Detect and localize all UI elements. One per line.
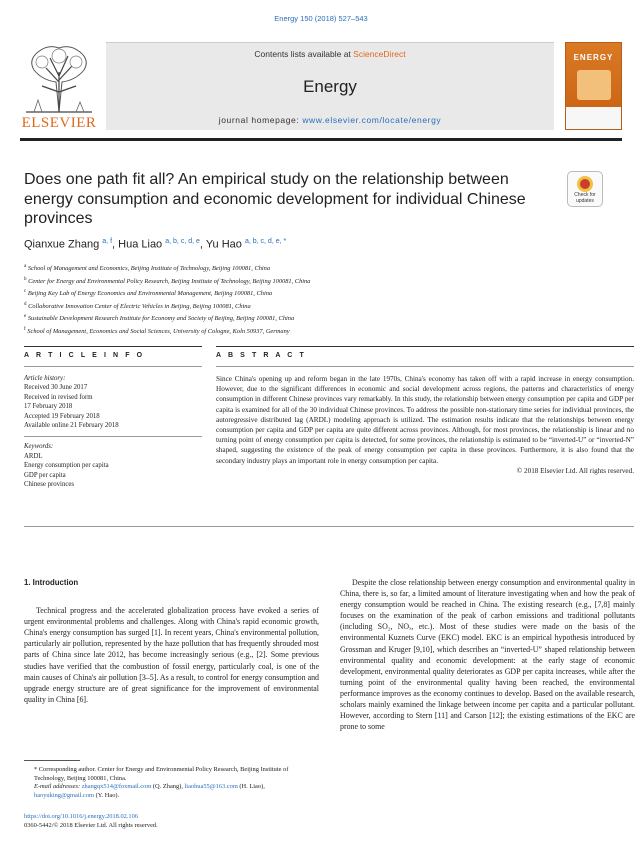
author-affil-marks[interactable]: a, b, c, d, e — [165, 238, 200, 245]
body-paragraph: Despite the close relationship between energy consumption and environmental quality in China, there is, so far, a limited amount of literature investigating when and how the peak of energy consumption would be reached in China. The existing research (e.g., [7,8] mainly focuses on the examination of the peak of carbon emissions and traditional pollutants (including SO₂, NOₓ, etc.). Most of these studies were made on the basis of the environmental Kuznets Curve (EKC) model. EKC is an empirical hypothesis introduced by Grossman and Kruger [9,10], which describes an “inverted-U” shaped relationship between environmental quality and economic development: at the early stage of economic development, environmental quality deteriorates as GDP per capita increases, while after the turning point of the environmental quality having been reached, the environmental performance improves as the economy continues to develop. Based on the available research, scholars mainly examined the linkage between income per capita and a particular pollutant. However, according to Stern [11] and Carson [12]; the existing estimations of the EKC are prone to some — [340, 578, 635, 732]
affiliation-item — [24, 287, 614, 300]
affiliation-text: Sustainable Development Research Institute for Economy and Society of Beijing, Beijing 100081, China — [27, 315, 295, 323]
affiliation-text: School of Management and Economics, Beijing Institute of Technology, Beijing 100081, China — [27, 265, 271, 273]
body-column-left — [24, 577, 319, 705]
keyword[interactable]: Energy consumption per capita — [24, 462, 109, 470]
history-item: 17 February 2018 — [24, 403, 73, 411]
publisher-name: ELSEVIER — [21, 115, 97, 131]
history-item: Received 30 June 2017 — [24, 384, 88, 392]
body-column-right — [340, 577, 635, 732]
footnote — [24, 766, 319, 800]
affiliation-item — [24, 325, 614, 338]
doi-block — [24, 812, 319, 830]
affiliation-item — [24, 262, 614, 275]
elsevier-tree-icon — [20, 42, 98, 114]
affiliation-list — [24, 262, 614, 337]
history-item: Received in revised form — [24, 393, 93, 401]
check-for-updates-button[interactable] — [567, 171, 603, 207]
cover-illustration — [577, 70, 611, 100]
author-separator: , — [199, 238, 206, 251]
article-info-heading: A R T I C L E I N F O — [24, 352, 145, 359]
affiliation-text: School of Management, Economics and Social Sciences, University of Cologne, Koln 50937, Germany — [27, 327, 290, 335]
keyword[interactable]: Chinese provinces — [24, 481, 75, 489]
contents-line — [106, 49, 554, 59]
author-affil-marks[interactable]: a, f — [102, 238, 113, 245]
abstract-bottom-rule — [24, 526, 634, 527]
abstract-top-rule — [216, 346, 634, 347]
abstract-heading: A B S T R A C T — [216, 352, 307, 359]
abstract-rule — [216, 366, 634, 367]
issn-copyright: 0360-5442/© 2018 Elsevier Ltd. All rights reserved. — [24, 822, 158, 829]
author-name[interactable]: Yu Hao — [205, 238, 242, 251]
check-for-updates-label: Check for updates — [574, 192, 596, 204]
corresponding-author: * Corresponding author. Center for Energy and Environmental Policy Research, Beijing Institute of Technology, Beijing 100081, China. — [34, 766, 289, 782]
abstract-text: Since China's opening up and reform began in the late 1970s, China's economy has taken off with a rapid increase in energy consumption. However, due to the significant differences in economic and social development across regions, the patterns and characteristics of energy consumption in different Chinese provinces vary remarkably. In this study, the relationship between energy consumption per capita and GDP per capita is examined for all of the 30 individual Chinese provinces. To address the possible non-stationary time series for individual provinces, the autoregressive distributed lag (ARDL) modeling approach is utilized. The estimation results indicate that the relationships between energy consumption per capita and GDP per capita are quite different across provinces. Although, for most provinces, the relationship is linear and no turning point of energy consumption per capita is detected, for some provinces, the relationship is estimated to be “inverted-U” or “inverted-N” shaped, suggesting the existence of the peak of energy consumption per capita in these provinces. Furthermore, it is also found that the secondary industry plays an important role in energy consumption per capita. — [216, 375, 634, 465]
author-affil-marks[interactable]: a, b, c, d, e, * — [244, 238, 287, 245]
article-info-rule — [24, 366, 202, 367]
history-item: Available online 21 February 2018 — [24, 422, 119, 430]
keyword[interactable]: ARDL — [24, 452, 43, 460]
affiliation-mark: c — [24, 289, 27, 295]
email-link[interactable]: haoyuking@gmail.com — [34, 791, 95, 799]
email-line — [24, 783, 319, 800]
affiliation-item — [24, 312, 614, 325]
affiliation-text: Beijing Key Lab of Energy Economics and Environmental Management, Beijing 100081, China — [27, 290, 273, 298]
affiliation-mark: d — [24, 301, 27, 307]
contents-prefix: Contents lists available at — [254, 49, 354, 59]
affiliation-text: Center for Energy and Environmental Policy Research, Beijing Institute of Technology, Beijing 100081, China — [28, 277, 311, 285]
journal-citation[interactable]: Energy 150 (2018) 527–543 — [274, 14, 368, 23]
keywords-label: Keywords: — [24, 443, 54, 451]
email-label: E-mail addresses: — [34, 783, 81, 791]
author-list — [24, 238, 584, 251]
author-separator: , — [112, 238, 119, 251]
affiliation-item — [24, 300, 614, 313]
history-item: Accepted 19 February 2018 — [24, 412, 100, 420]
email-owner: (H. Liao), — [239, 783, 265, 791]
affiliation-text: Collaborative Innovation Center of Electric Vehicles in Beijing, Beijing 100081, China — [28, 302, 251, 310]
abstract — [216, 374, 634, 476]
history-label: Article history: — [24, 375, 66, 382]
section-heading: 1. Introduction — [24, 578, 79, 587]
journal-title: Energy — [303, 77, 357, 96]
doi-link[interactable]: https://doi.org/10.1016/j.energy.2018.02.106 — [24, 813, 139, 820]
homepage-prefix: journal homepage: — [218, 115, 303, 125]
header-divider — [20, 138, 622, 141]
article-info-top-rule — [24, 346, 202, 347]
email-link[interactable]: zhangqx514@foxmail.com — [81, 783, 152, 791]
cover-title: ENERGY — [573, 53, 614, 62]
sciencedirect-link[interactable]: ScienceDirect — [353, 49, 406, 59]
affiliation-mark: a — [24, 264, 27, 269]
homepage-link[interactable]: www.elsevier.com/locate/energy — [302, 115, 442, 125]
affiliation-item — [24, 275, 614, 288]
check-for-updates-icon — [577, 176, 593, 192]
affiliation-mark: f — [24, 326, 26, 332]
footnote-rule — [24, 760, 80, 761]
email-owner: (Y. Hao). — [95, 791, 120, 799]
author-name[interactable]: Hua Liao — [118, 238, 163, 251]
email-link[interactable]: liaohua55@163.com — [184, 783, 238, 791]
journal-cover-image[interactable] — [565, 42, 622, 130]
affiliation-mark: b — [24, 276, 27, 282]
cover-stripe — [566, 107, 621, 129]
journal-homepage — [106, 115, 554, 125]
body-paragraph: Technical progress and the accelerated globalization process have evoked a series of urgent environmental problems and challenges. Along with China's rapid economic growth, China's energy consumption has surged [1]. In recent years, China's environmental pollution, particularly air pollution, represented by the haze pollution that has frequently shrouded most parts of China since late 2012, has become increasingly serious (e.g., [2]. Some previous studies have verified that the combustion of fossil energy, particularly coal, is one of the main causes of China's air pollution [3–5]. As a result, to control for energy consumption and upgrade energy structure are of great significance for the improvement of environmental quality in China [6]. — [24, 606, 319, 704]
article-title: Does one path fit all? An empirical study on the relationship between energy consumption and economic development for individual Chinese provinces — [24, 171, 526, 227]
keyword[interactable]: GDP per capita — [24, 471, 66, 479]
affiliation-mark: e — [24, 314, 27, 320]
keywords-divider — [24, 436, 202, 437]
elsevier-logo — [20, 42, 98, 130]
article-info — [24, 374, 202, 489]
journal-masthead — [106, 42, 554, 130]
author-name[interactable]: Qianxue Zhang — [24, 238, 100, 251]
abstract-copyright: © 2018 Elsevier Ltd. All rights reserved. — [516, 466, 634, 475]
email-owner: (Q. Zhang), — [152, 783, 183, 791]
